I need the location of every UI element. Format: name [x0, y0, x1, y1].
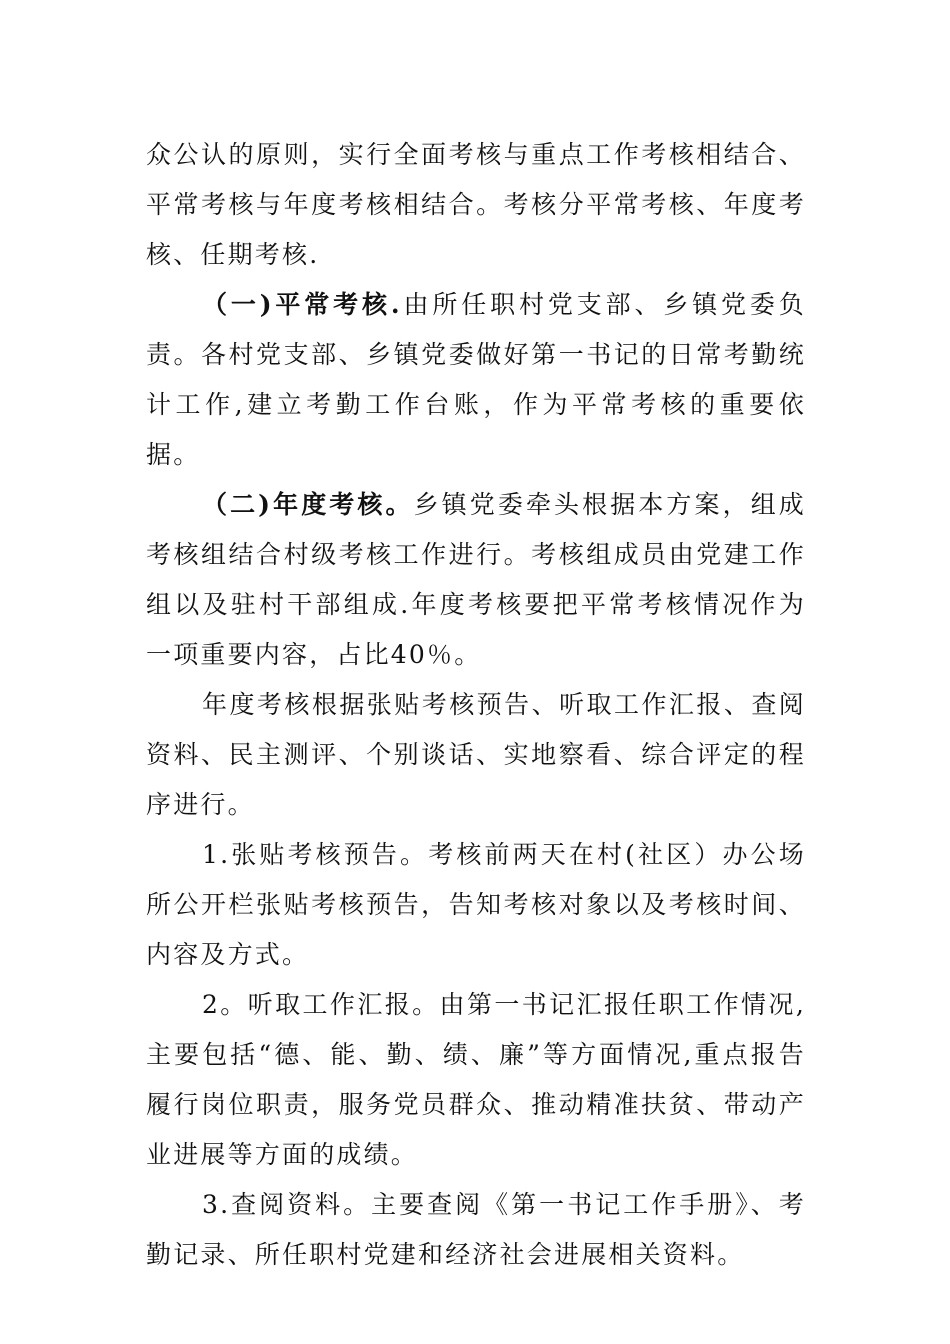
- paragraph-step-1: 1.张贴考核预告。考核前两天在村(社区）办公场所公开栏张贴考核预告，告知考核对象以及考核时间、内容及方式。: [146, 840, 806, 969]
- paragraph-regular-assessment: [146, 280, 806, 480]
- heading-regular-assessment: （一)平常考核.: [202, 290, 402, 319]
- document-body: [146, 130, 806, 1280]
- text-regular-assessment: 由所任职村党支部、乡镇党委负责。各村党支部、乡镇党委做好第一书记的日常考勤统计工作,建立考勤工作台账，作为平常考核的重要依据。: [146, 290, 806, 469]
- text-annual-assessment: 乡镇党委牵头根据本方案，组成考核组结合村级考核工作进行。考核组成员由党建工作组以及驻村干部组成.年度考核要把平常考核情况作为一项重要内容，占比40％。: [146, 490, 806, 669]
- heading-annual-assessment: （二)年度考核。: [202, 490, 414, 519]
- paragraph-step-3: 3.查阅资料。主要查阅《第一书记工作手册》、考勤记录、所任职村党建和经济社会进展相关资料。: [146, 1190, 806, 1269]
- paragraph-annual-procedure: 年度考核根据张贴考核预告、听取工作汇报、查阅资料、民主测评、个别谈话、实地察看、综合评定的程序进行。: [146, 690, 806, 819]
- paragraph-principles: 众公认的原则，实行全面考核与重点工作考核相结合、平常考核与年度考核相结合。考核分平常考核、年度考核、任期考核.: [146, 140, 806, 269]
- paragraph-step-2: 2。听取工作汇报。由第一书记汇报任职工作情况,主要包括“德、能、勤、绩、廉”等方面情况,重点报告履行岗位职责，服务党员群众、推动精准扶贫、带动产业进展等方面的成绩。: [146, 990, 806, 1169]
- paragraph-annual-assessment: [146, 480, 806, 680]
